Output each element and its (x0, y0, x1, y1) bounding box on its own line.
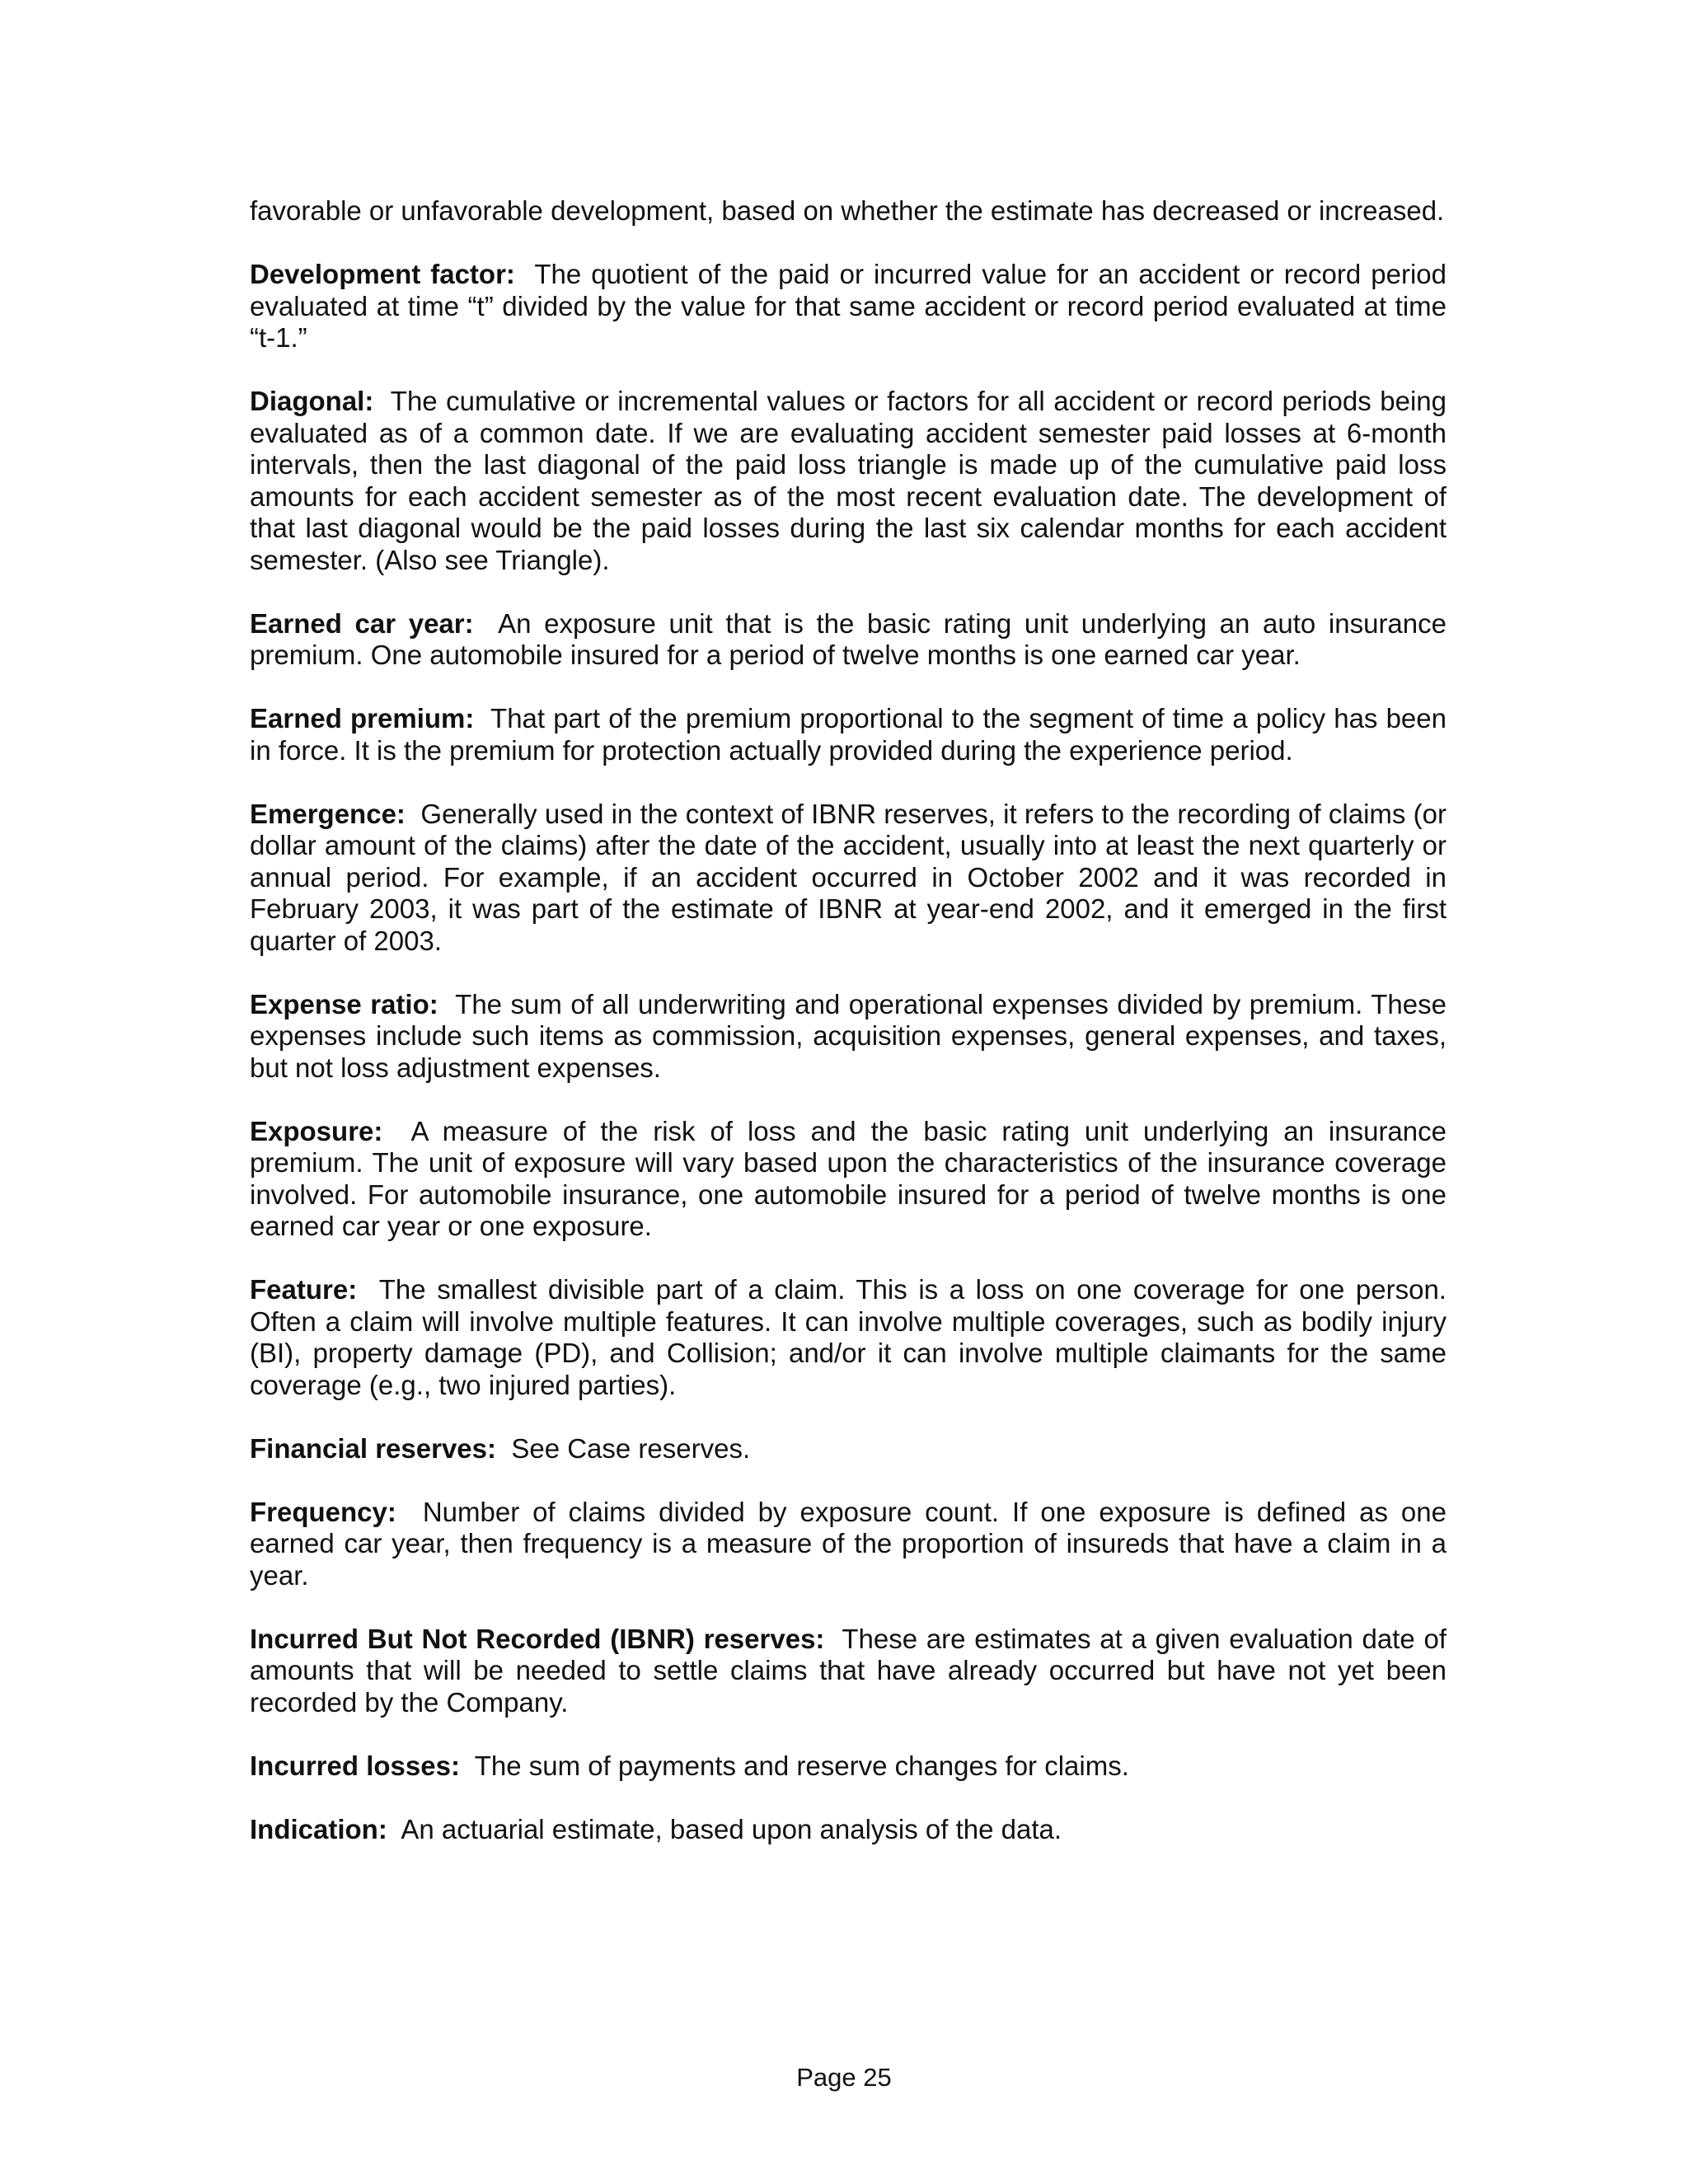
glossary-entry (250, 386, 1447, 576)
document-body (250, 195, 1447, 1877)
glossary-entry (250, 799, 1447, 958)
glossary-term: Expense ratio: (250, 988, 438, 1019)
glossary-entry (250, 1116, 1447, 1243)
glossary-term: Earned car year: (250, 607, 474, 639)
glossary-term: Exposure: (250, 1115, 383, 1146)
glossary-term: Incurred losses: (250, 1750, 460, 1781)
glossary-definition: An actuarial estimate, based upon analysis of the data. (401, 1813, 1062, 1844)
glossary-term: Indication: (250, 1813, 387, 1844)
glossary-definition: The quotient of the paid or incurred value for an accident or record period evaluated at time “t” divided by the value for that same accident or record period evaluated at time “t-1.” (250, 259, 1447, 353)
glossary-term: Emergence: (250, 798, 406, 829)
glossary-term: Frequency: (250, 1496, 396, 1527)
glossary-entry (250, 1750, 1447, 1783)
glossary-term: Incurred But Not Recorded (IBNR) reserves: (250, 1623, 825, 1654)
glossary-definition: See Case reserves. (511, 1432, 751, 1464)
glossary-definition: An exposure unit that is the basic rating unit underlying an auto insurance premium. One automobile insured for a period of twelve months is one earned car year. (250, 607, 1447, 670)
glossary-list (250, 259, 1447, 1845)
glossary-term: Development factor: (250, 259, 515, 289)
glossary-definition: That part of the premium proportional to the segment of time a policy has been in force. It is the premium for protection actually provided during the experience period. (250, 703, 1447, 766)
glossary-entry (250, 1433, 1447, 1465)
glossary-entry (250, 989, 1447, 1085)
glossary-entry (250, 1624, 1447, 1719)
glossary-entry (250, 259, 1447, 354)
glossary-definition: The smallest divisible part of a claim. This is a loss on one coverage for one person. Often a claim will involve multiple features. It can involve multiple coverages, such as bodily injury (BI), property damage (PD), and Collision; and/or it can involve multiple claimants for the same coverage (e.g., two injured parties). (250, 1274, 1447, 1400)
intro-paragraph: favorable or unfavorable development, based on whether the estimate has decreased or increased. (250, 195, 1445, 226)
glossary-term: Earned premium: (250, 703, 475, 733)
glossary-definition: The sum of payments and reserve changes for claims. (474, 1750, 1129, 1781)
glossary-entry (250, 608, 1447, 672)
page-number: Page 25 (796, 2063, 892, 2092)
glossary-term: Diagonal: (250, 386, 374, 416)
glossary-entry (250, 1497, 1447, 1592)
glossary-entry (250, 1274, 1447, 1401)
glossary-definition: A measure of the risk of loss and the basic rating unit underlying an insurance premium. The unit of exposure will vary based upon the characteristics of the insurance coverage involved. For automobile insurance, one automobile insured for a period of twelve months is one earned car year or one exposure. (250, 1115, 1447, 1241)
glossary-entry (250, 703, 1447, 766)
glossary-term: Feature: (250, 1274, 358, 1305)
glossary-definition: The sum of all underwriting and operational expenses divided by premium. These expenses include such items as commission, acquisition expenses, general expenses, and taxes, but not loss adjustment expenses. (250, 988, 1447, 1083)
glossary-term: Financial reserves: (250, 1432, 496, 1464)
glossary-definition: Number of claims divided by exposure count. If one exposure is defined as one earned car year, then frequency is a measure of the proportion of insureds that have a claim in a year. (250, 1496, 1447, 1591)
glossary-definition: The cumulative or incremental values or factors for all accident or record periods being evaluated as of a common date. If we are evaluating accident semester paid losses at 6-month intervals, then the last diagonal of the paid loss triangle is made up of the cumulative paid loss amounts for each accident semester as of the most recent evaluation date. The development of that last diagonal would be the paid losses during the last six calendar months for each accident semester. (Also see Triangle). (250, 386, 1447, 575)
glossary-definition: These are estimates at a given evaluation date of amounts that will be needed to settle claims that have already occurred but have not yet been recorded by the Company. (250, 1623, 1447, 1718)
glossary-entry (250, 1814, 1447, 1846)
glossary-definition: Generally used in the context of IBNR reserves, it refers to the recording of claims (or dollar amount of the claims) after the date of the accident, usually into at least the next quarterly or annual period. For example, if an accident occurred in October 2002 and it was recorded in February 2003, it was part of the estimate of IBNR at year-end 2002, and it emerged in the first quarter of 2003. (250, 798, 1447, 956)
